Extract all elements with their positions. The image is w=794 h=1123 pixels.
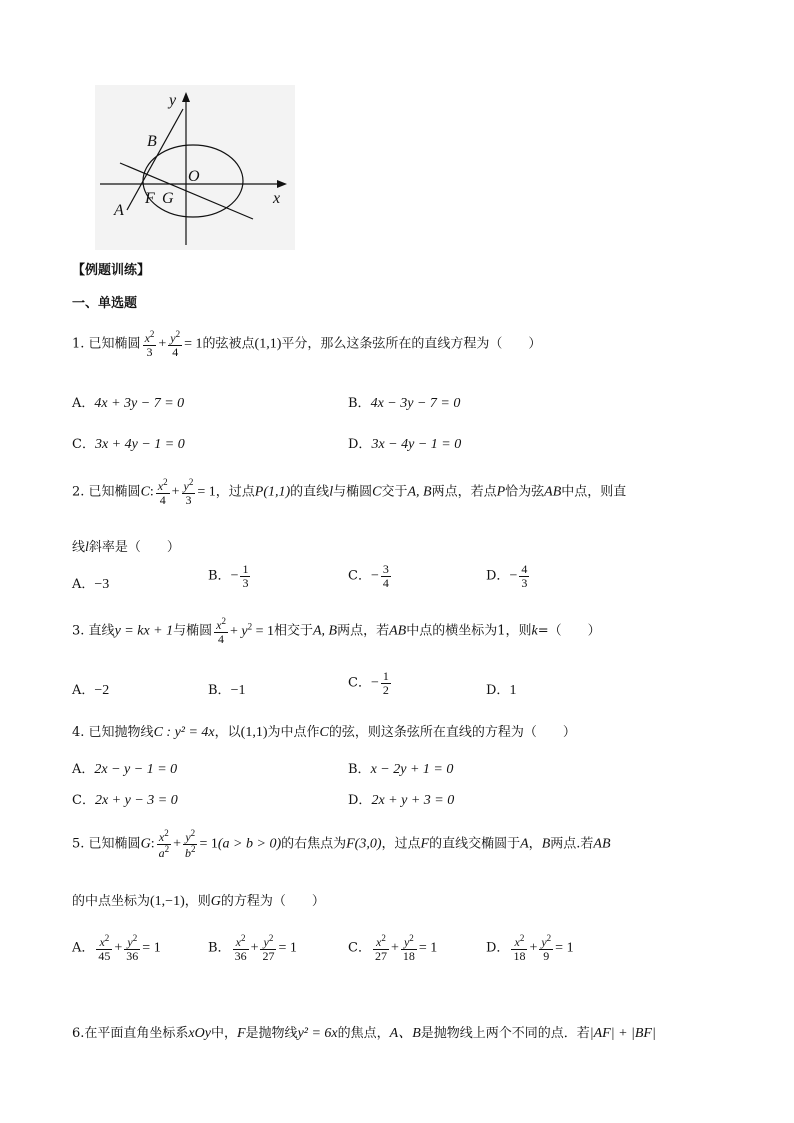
label-b: B bbox=[147, 133, 157, 150]
question-5: 5. 已知椭圆G: $\frac{x^2}{a^2}$ + $\frac{y^2}{b^2}$ = 1(a > b > 0)的右焦点为F(3,0)，过点F的直线交椭圆于A，B两点.若AB bbox=[72, 828, 611, 860]
question-2-line-2: 线l斜率是（ ） bbox=[72, 540, 180, 555]
q1-text-c: 平分，那么这条弦所在的直线方程为（ ） bbox=[281, 336, 542, 352]
question-2: 2. 已知椭圆C: $\frac{x^2}{4}$ + $\frac{y^2}{3}$ = 1，过点P(1,1)的直线l与椭圆C交于A, B两点，若点P恰为弦AB中点，则直 bbox=[72, 477, 627, 507]
q3-option-c[interactable]: C．− $\frac{1}{2}$ bbox=[348, 669, 389, 697]
q4-option-b[interactable]: B．x − 2y + 1 = 0 bbox=[348, 762, 454, 777]
question-6: 6.在平面直角坐标系xOy中，F是抛物线y² = 6x的焦点，A、B是抛物线上两个不同的点．若|AF| + |BF| bbox=[72, 1026, 656, 1041]
label-o: O bbox=[188, 168, 200, 185]
q1-option-c[interactable]: C．3x + 4y − 1 = 0 bbox=[72, 437, 185, 452]
question-1: 1. 已知椭圆 $\frac{x^2}{3}$ + $\frac{y^2}{4}$ = 1的弦被点(1,1)平分，那么这条弦所在的直线方程为（ ） bbox=[72, 329, 542, 359]
q5-option-c[interactable]: C． $\frac{x^2}{27}$ + $\frac{y^2}{18}$ = 1 bbox=[348, 933, 438, 963]
q5-option-b[interactable]: B． $\frac{x^2}{36}$ + $\frac{y^2}{27}$ = 1 bbox=[208, 933, 297, 963]
q3-option-b[interactable]: B．−1 bbox=[208, 683, 246, 698]
q1-number: 1. bbox=[72, 336, 85, 352]
ellipse-figure bbox=[95, 85, 295, 250]
q1-option-d[interactable]: D．3x − 4y − 1 = 0 bbox=[348, 437, 462, 452]
q2-option-b[interactable]: B．− $\frac{1}{3}$ bbox=[208, 562, 249, 590]
q1-text-b: 的弦被点 bbox=[202, 336, 255, 352]
q1-frac-y: $\frac{y^2}{4}$ bbox=[170, 329, 181, 359]
label-g: G bbox=[162, 190, 174, 207]
q1-point: (1,1) bbox=[254, 336, 282, 352]
q4-option-a[interactable]: A．2x − y − 1 = 0 bbox=[72, 762, 178, 777]
q2-option-c[interactable]: C．− $\frac{3}{4}$ bbox=[348, 562, 389, 590]
question-5-line-2: 的中点坐标为(1,−1)，则G的方程为（ ） bbox=[72, 894, 325, 909]
q1-frac-x: $\frac{x^2}{3}$ bbox=[144, 329, 155, 359]
label-f: F bbox=[145, 190, 155, 207]
q5-option-a[interactable]: A． $\frac{x^2}{45}$ + $\frac{y^2}{36}$ = 1 bbox=[72, 933, 161, 963]
q1-option-b[interactable]: B．4x − 3y − 7 = 0 bbox=[348, 396, 461, 411]
q2-option-a[interactable]: A．−3 bbox=[72, 577, 110, 592]
label-a: A bbox=[114, 202, 124, 219]
label-x: x bbox=[273, 190, 281, 207]
q3-option-d[interactable]: D．1 bbox=[486, 683, 517, 698]
question-4: 4. 已知抛物线C : y² = 4x，以(1,1)为中点作C的弦，则这条弦所在直线的方程为（ ） bbox=[72, 725, 576, 740]
q3-option-a[interactable]: A．−2 bbox=[72, 683, 110, 698]
question-3: 3. 直线y = kx + 1与椭圆 $\frac{x^2}{4}$ + $y^2 = 1$相交于A, B两点，若AB中点的横坐标为1，则k=（ ） bbox=[72, 616, 601, 646]
q4-option-d[interactable]: D．2x + y + 3 = 0 bbox=[348, 793, 455, 808]
label-y: y bbox=[169, 92, 177, 109]
q4-option-c[interactable]: C．2x + y − 3 = 0 bbox=[72, 793, 178, 808]
section-heading: 一、单选题 bbox=[72, 296, 138, 311]
q1-text: 已知椭圆 bbox=[88, 336, 141, 352]
q5-option-d[interactable]: D． $\frac{x^2}{18}$ + $\frac{y^2}{9}$ = 1 bbox=[486, 933, 574, 963]
practice-heading: 【例题训练】 bbox=[72, 263, 151, 278]
q1-option-a[interactable]: A．4x + 3y − 7 = 0 bbox=[72, 396, 185, 411]
q2-option-d[interactable]: D．− $\frac{4}{3}$ bbox=[486, 562, 528, 590]
